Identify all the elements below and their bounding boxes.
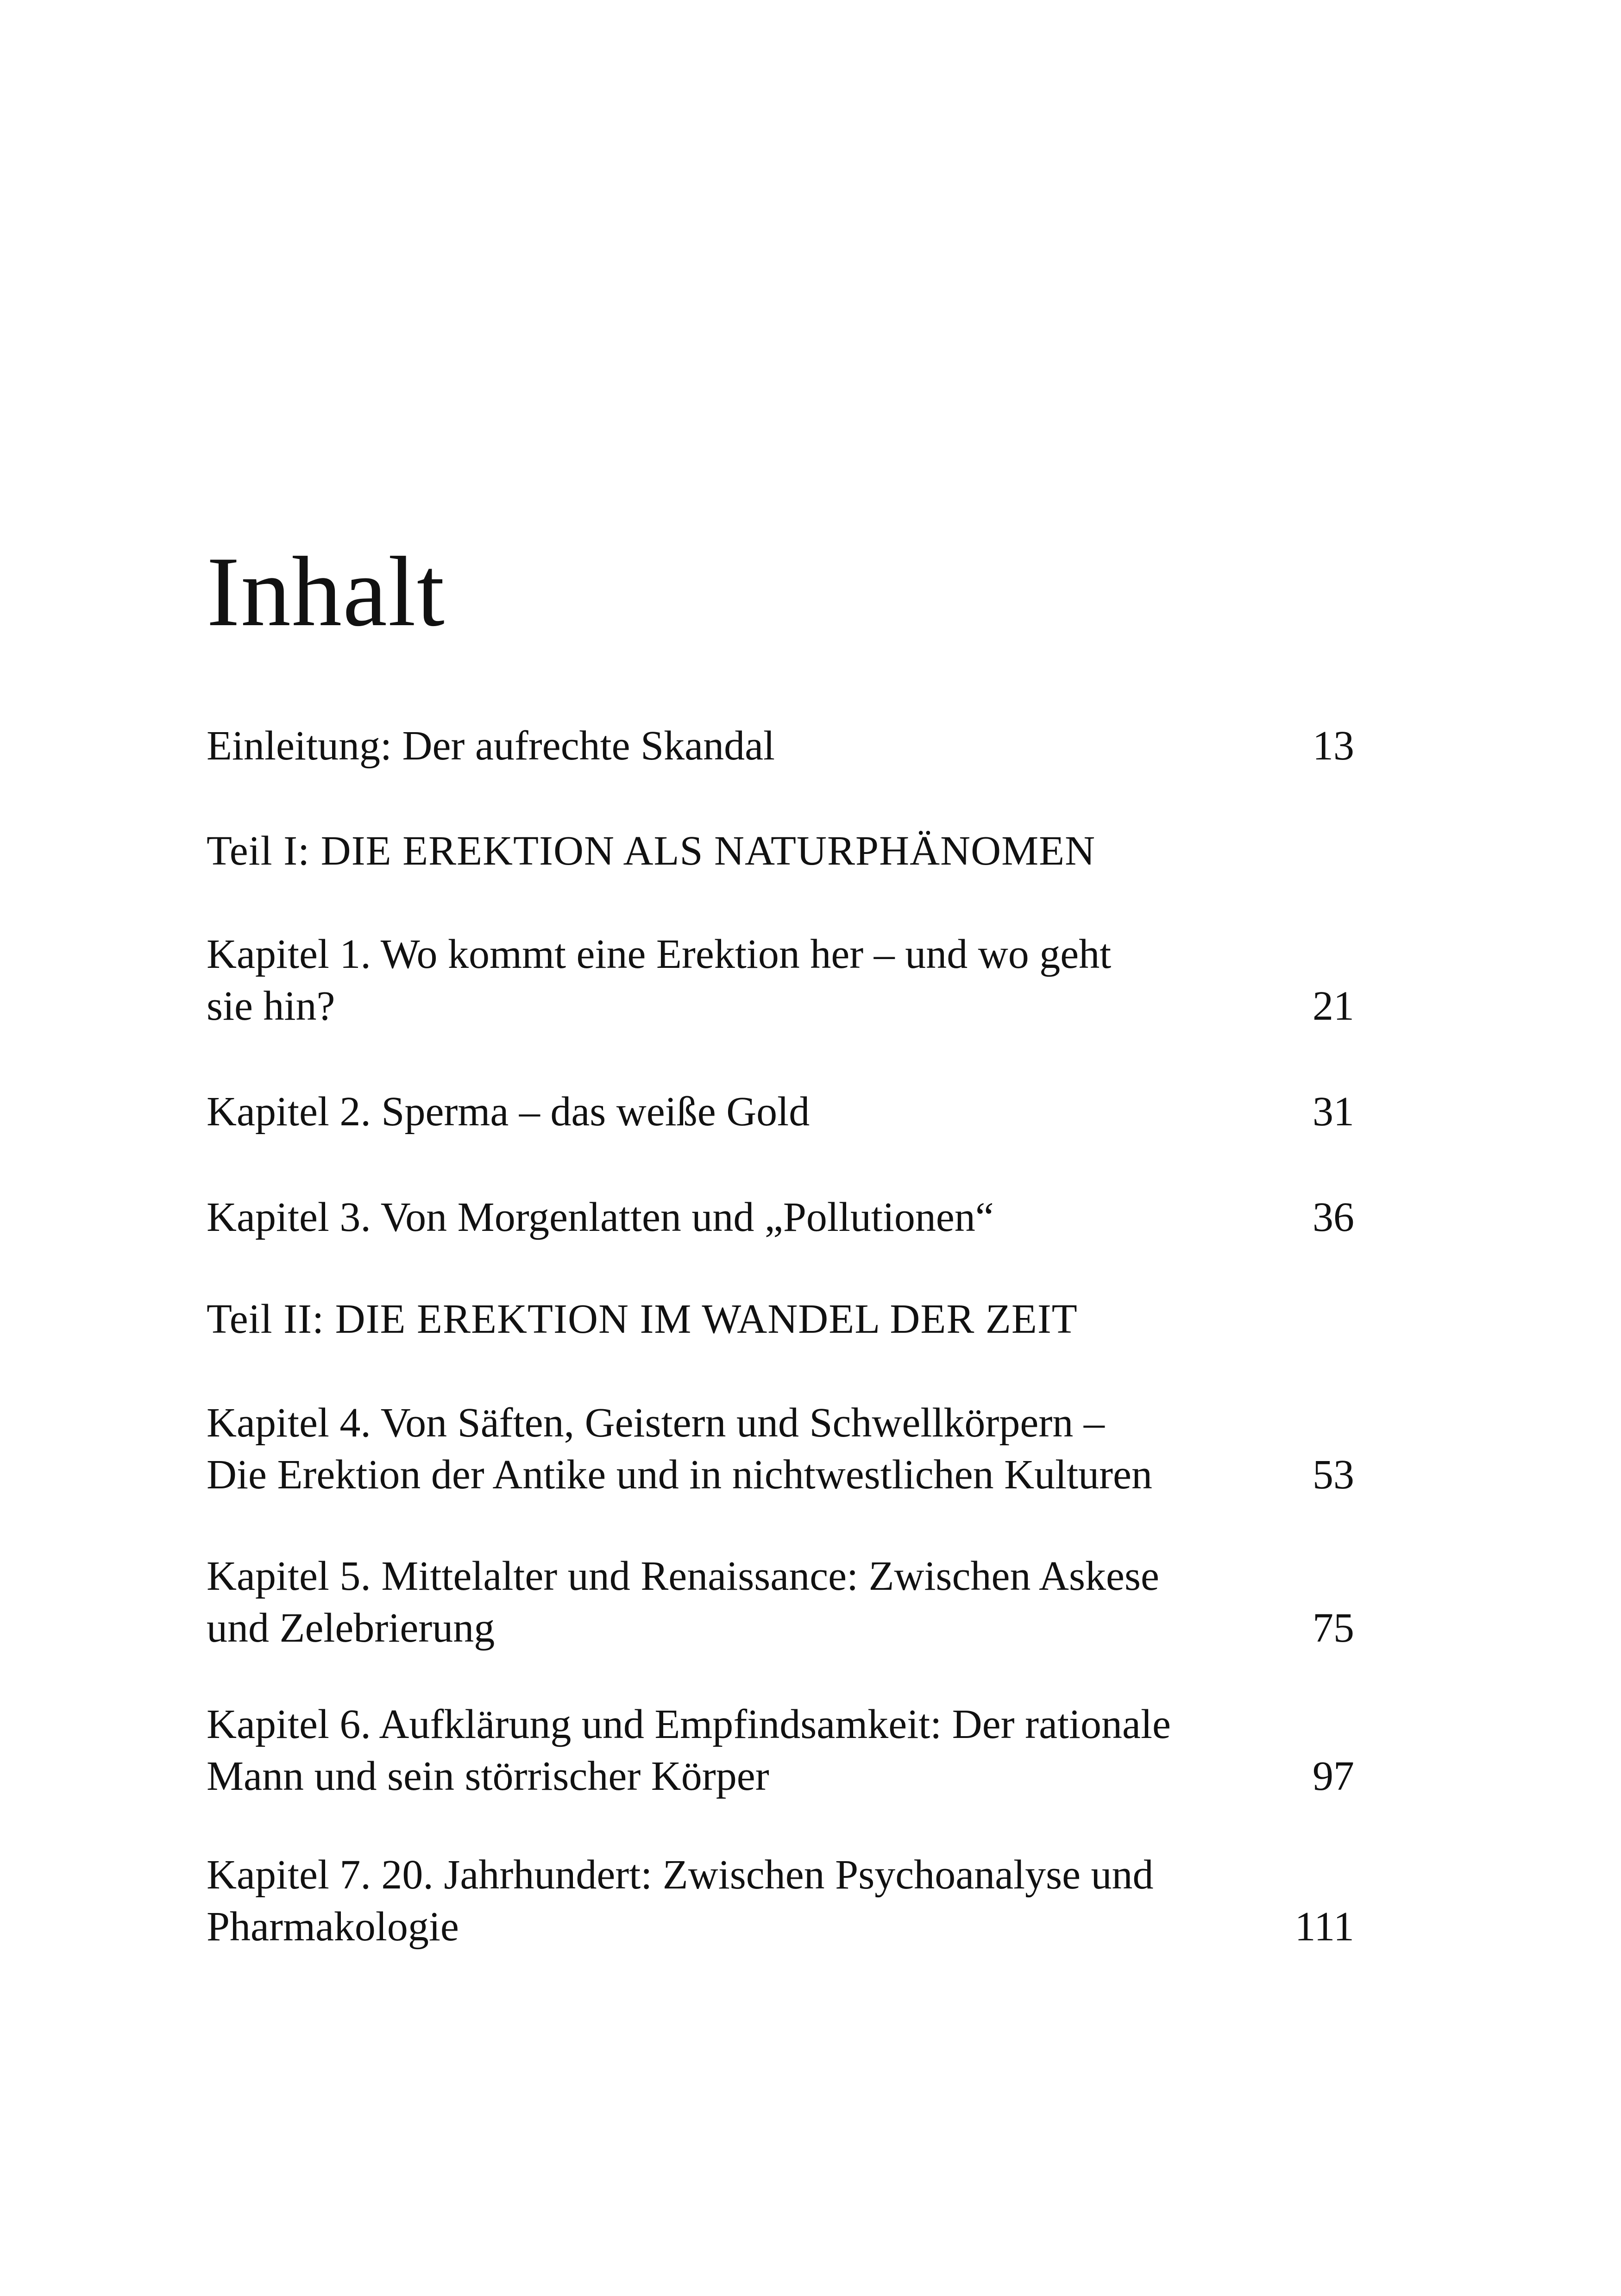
toc-page-number: 36: [1313, 1194, 1354, 1240]
toc-entry-text: [207, 1086, 1272, 1138]
toc-entry-line: Einleitung: Der aufrechte Skandal: [207, 723, 775, 769]
toc-entry-chapter-2: [207, 1086, 1354, 1138]
toc-entry-chapter-6: [207, 1699, 1354, 1802]
toc-entry-line: sie hin?: [207, 983, 335, 1029]
toc-entry-text: [207, 928, 1272, 1032]
toc-entry-line: Kapitel 1. Wo kommt eine Erektion her – und wo geht: [207, 931, 1112, 977]
toc-entry-text: [207, 1849, 1272, 1953]
toc-part-heading: [207, 825, 1272, 877]
toc-entry-line: und Zelebrierung: [207, 1605, 495, 1651]
toc-page-number: 111: [1294, 1904, 1354, 1950]
toc-entry-line: Kapitel 3. Von Morgenlatten und „Pollutionen“: [207, 1194, 994, 1240]
toc-page-number: 21: [1313, 983, 1354, 1029]
toc-entry-text: [207, 720, 1272, 772]
toc-entry-line: Die Erektion der Antike und in nichtwestlichen Kulturen: [207, 1452, 1153, 1498]
toc-entry-line: Kapitel 2. Sperma – das weiße Gold: [207, 1089, 810, 1135]
toc-entry-line: Kapitel 7. 20. Jahrhundert: Zwischen Psychoanalyse und: [207, 1852, 1154, 1898]
toc-page-number: 75: [1313, 1605, 1354, 1651]
page-title: Inhalt: [207, 536, 446, 647]
toc-entry-text: [207, 1397, 1272, 1501]
toc-entry-line: Teil II: DIE EREKTION IM WANDEL DER ZEIT: [207, 1296, 1078, 1342]
toc-page-number: 13: [1313, 723, 1354, 769]
toc-part-2: [207, 1293, 1354, 1345]
toc-entry-line: Teil I: DIE EREKTION ALS NATURPHÄNOMEN: [207, 828, 1096, 874]
toc-entry-chapter-3: [207, 1192, 1354, 1243]
toc-entry-text: [207, 1699, 1272, 1802]
toc-page-number: 53: [1313, 1452, 1354, 1498]
toc-entry-text: [207, 1550, 1272, 1654]
toc-entry-chapter-5: [207, 1550, 1354, 1654]
toc-entry-line: Kapitel 5. Mittelalter und Renaissance: Zwischen Askese: [207, 1553, 1159, 1599]
toc-entry-line: Kapitel 4. Von Säften, Geistern und Schwellkörpern –: [207, 1400, 1105, 1446]
toc-entry-introduction: [207, 720, 1354, 772]
toc-part-1: [207, 825, 1354, 877]
toc-entry-text: [207, 1192, 1272, 1243]
toc-entry-chapter-7: [207, 1849, 1354, 1953]
toc-entry-chapter-1: [207, 928, 1354, 1032]
toc-entry-chapter-4: [207, 1397, 1354, 1501]
toc-page-number: 97: [1313, 1753, 1354, 1799]
toc-page-number: 31: [1313, 1089, 1354, 1135]
toc-entry-line: Kapitel 6. Aufklärung und Empfindsamkeit: Der rationale: [207, 1701, 1171, 1747]
toc-entry-line: Pharmakologie: [207, 1904, 459, 1950]
toc-entry-line: Mann und sein störrischer Körper: [207, 1753, 769, 1799]
toc-part-heading: [207, 1293, 1272, 1345]
